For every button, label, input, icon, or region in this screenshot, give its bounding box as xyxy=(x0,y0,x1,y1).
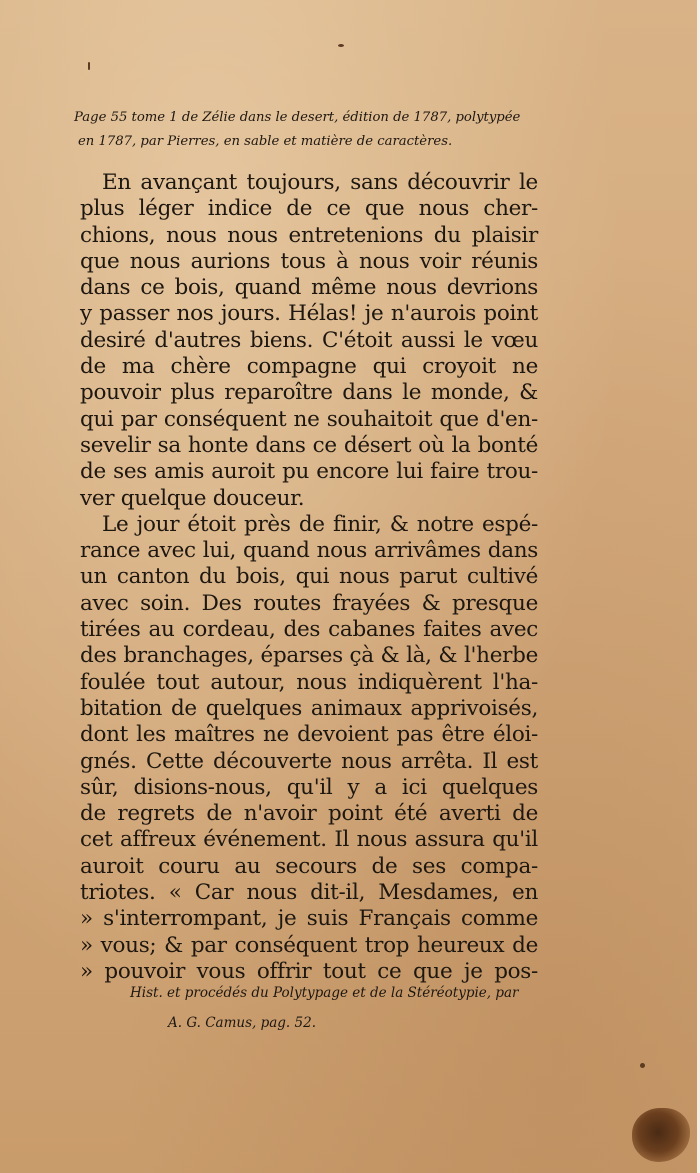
text-line: desiré d'autres biens. C'étoit aussi le vœu xyxy=(80,327,538,353)
text-line: dont les maîtres ne devoient pas être éloi- xyxy=(80,722,538,748)
citation-line: Hist. et procédés du Polytypage et de la Stéréotypie, par xyxy=(130,985,519,1001)
text-line: de ma chère compagne qui croyoit ne xyxy=(80,354,538,380)
text-line: » vous; & par conséquent trop heureux de xyxy=(80,932,538,958)
text-line: foulée tout autour, nous indiquèrent l'ha- xyxy=(80,669,538,695)
text-line: » s'interrompant, je suis Français comme xyxy=(80,906,538,932)
text-line: y passer nos jours. Hélas! je n'aurois point xyxy=(80,301,538,327)
text-line: dans ce bois, quand même nous devrions xyxy=(80,275,538,301)
text-line: de ses amis auroit pu encore lui faire trou- xyxy=(80,459,538,485)
text-line: gnés. Cette découverte nous arrêta. Il est xyxy=(80,748,538,774)
text-line: rance avec lui, quand nous arrivâmes dans xyxy=(80,538,538,564)
ink-mark xyxy=(640,1063,645,1068)
text-line: Le jour étoit près de finir, & notre espé- xyxy=(102,511,538,537)
citation-line: A. G. Camus, pag. 52. xyxy=(168,1015,316,1031)
text-line: tirées au cordeau, des cabanes faites avec xyxy=(80,617,538,643)
text-line: plus léger indice de ce que nous cher- xyxy=(80,196,538,222)
body-text xyxy=(80,170,538,985)
page-header xyxy=(70,106,650,154)
ink-mark xyxy=(338,44,344,47)
text-line: sûr, disions-nous, qu'il y a ici quelques xyxy=(80,774,538,800)
header-line: en 1787, par Pierres, en sable et matière de caractères. xyxy=(78,134,453,149)
text-line: » pouvoir vous offrir tout ce que je pos- xyxy=(80,958,538,984)
text-line: auroit couru au secours de ses compa- xyxy=(80,853,538,879)
text-line: triotes. « Car nous dit-il, Mesdames, en xyxy=(80,880,538,906)
text-line: que nous aurions tous à nous voir réunis xyxy=(80,248,538,274)
text-line: un canton du bois, qui nous parut cultivé xyxy=(80,564,538,590)
text-line: sevelir sa honte dans ce désert où la bonté xyxy=(80,432,538,458)
text-line: ver quelque douceur. xyxy=(80,485,305,511)
text-line: En avançant toujours, sans découvrir le xyxy=(102,170,538,195)
text-line: cet affreux événement. Il nous assura qu'il xyxy=(80,827,538,853)
text-line: avec soin. Des routes frayées & presque xyxy=(80,590,538,616)
text-line: qui par conséquent ne souhaitoit que d'en- xyxy=(80,406,538,432)
text-line: pouvoir plus reparoître dans le monde, & xyxy=(80,380,538,406)
paper-stain xyxy=(632,1108,690,1162)
text-line: bitation de quelques animaux apprivoisés, xyxy=(80,695,538,721)
header-line: Page 55 tome 1 de Zélie dans le desert, édition de 1787, polytypée xyxy=(74,110,521,125)
ink-mark xyxy=(88,62,90,70)
text-line: de regrets de n'avoir point été averti de xyxy=(80,801,538,827)
text-line: chions, nous nous entretenions du plaisir xyxy=(80,222,538,248)
source-citation xyxy=(130,978,550,1038)
text-line: des branchages, éparses çà & là, & l'herbe xyxy=(80,643,538,669)
